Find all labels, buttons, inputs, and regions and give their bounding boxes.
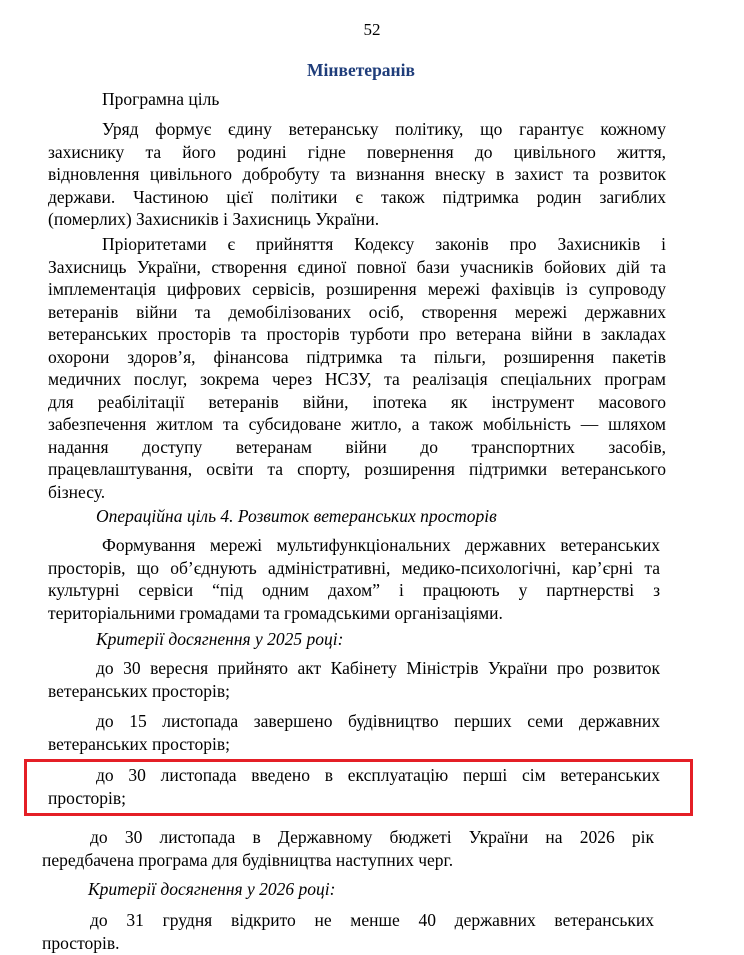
text-line: держави. Частиною цієї політики є також підтримка родин загиблих [48,186,666,207]
criteria-item [48,710,660,755]
text-line: просторів. [42,932,120,953]
text-line: передбачена програма для будівництва наступних черг. [42,849,454,870]
criteria-item [42,826,654,871]
text-line: працевлаштування, освіти та спорту, розширення підтримки ветеранського [48,459,666,479]
criteria-item [42,909,654,954]
program-goal-heading: Програмна ціль [102,89,220,109]
text-line: до 30 листопада в Державному бюджеті України на 2026 рік [90,827,654,847]
criteria-2026-heading: Критерії досягнення у 2026 році: [88,879,336,899]
text-line: Пріоритетами є прийняття Кодексу законів про Захисників і [102,234,666,254]
text-line: відновлення цивільного добробуту та визнання внеску в захист та розвиток [48,164,666,184]
operational-goal-paragraph [48,534,660,624]
text-line: надання доступу ветеранам війни до транспортних засобів, [48,436,666,457]
text-line: Формування мережі мультифункціональних державних ветеранських [102,535,660,555]
text-line: імплементація цифрових сервісів, розширення мережі фахівців із супроводу [48,279,666,299]
text-line: для реабілітації ветеранів війни, іпотека як інструмент масового [48,391,666,412]
text-line: ветеранів війни та демобілізованих осіб, створення мережі державних [48,301,666,322]
text-line: Уряд формує єдину ветеранську політику, що гарантує кожному [102,119,666,139]
text-line: ветеранських просторів; [48,733,230,754]
text-line: забезпечення житлом та субсидоване житло, а також мобільність — шляхом [48,414,666,434]
text-line: ветеранських просторів та просторів турботи про ветерана війни в закладах [48,324,666,344]
text-line: до 30 листопада введено в експлуатацію перші сім ветеранських [96,765,660,785]
text-line: охорони здоров’я, фінансова підтримка та пільги, розширення пакетів [48,346,666,367]
criteria-2025-heading: Критерії досягнення у 2025 році: [96,629,344,649]
text-line: бізнесу. [48,481,106,502]
text-line: (померлих) Захисників і Захисниць України. [48,209,380,229]
text-line: захиснику та його родині гідне повернення до цивільного життя, [48,141,666,162]
page-number: 52 [363,20,381,39]
text-line: до 30 вересня прийнято акт Кабінету Міністрів України про розвиток [96,658,660,678]
text-line: до 15 листопада завершено будівництво перших семи державних [96,711,660,731]
program-goal-paragraph [48,118,666,231]
text-line: територіальними громадами та громадськими організаціями. [48,602,503,623]
text-line: культурні сервіси “під одним дахом” і працюють у партнерстві з [48,580,660,600]
text-line: ветеранських просторів; [48,680,230,701]
criteria-item-highlighted [48,764,660,809]
criteria-item [48,657,660,702]
text-line: медичних послуг, зокрема через НСЗУ, та реалізація спеціальних програм [48,369,666,389]
text-line: Захисниць України, створення єдиної повної бази учасників бойових дій та [48,256,666,277]
text-line: просторів, що об’єднують адміністративні, медико-психологічні, кар’єрні та [48,557,660,578]
priorities-paragraph [48,233,666,503]
text-line: просторів; [48,787,126,808]
ministry-title: Мінветеранів [307,60,415,80]
operational-goal-heading: Операційна ціль 4. Розвиток ветеранських просторів [96,506,497,526]
text-line: до 31 грудня відкрито не менше 40 державних ветеранських [90,910,654,930]
